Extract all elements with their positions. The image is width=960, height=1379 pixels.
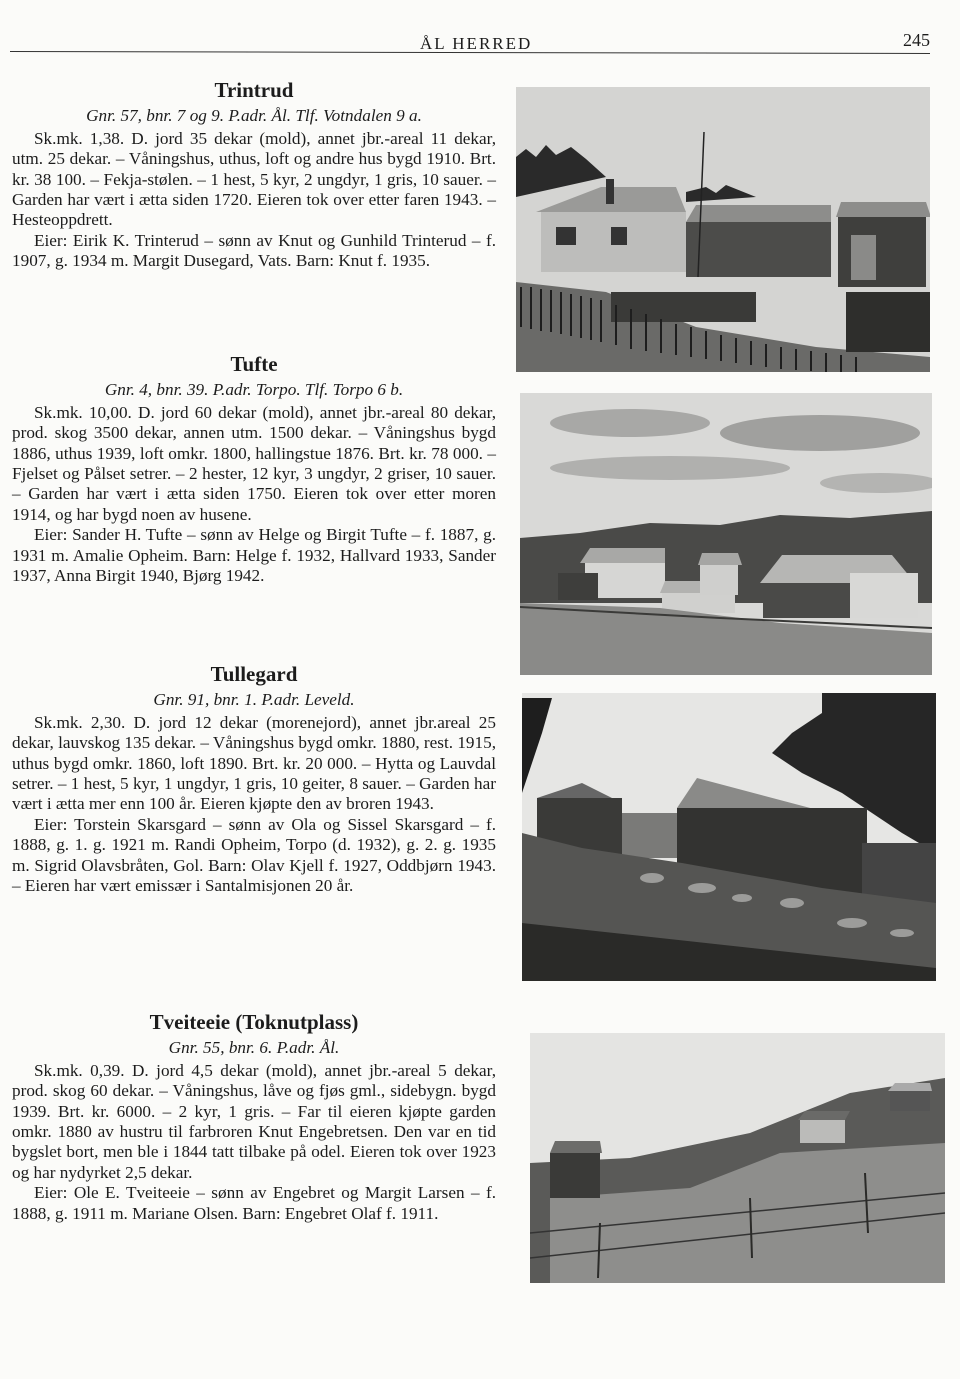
- entry-tullegard: [12, 664, 496, 896]
- photo-tullegard: [522, 693, 936, 981]
- entry-owner: Eier: Sander H. Tufte – sønn av Helge og Birgit Tufte – f. 1887, g. 1931 m. Amalie Opheim. Barn: Helge f. 1932, Hallvard 1933, Sander 1937, Anna Birgit 1940, Bjørg 1942.: [12, 525, 496, 586]
- page-number: 245: [903, 30, 930, 50]
- entry-description: Sk.mk. 10,00. D. jord 60 dekar (mold), annet jbr.-areal 80 dekar, prod. skog 3500 dekar, annen utm. 1500 dekar. – Våningshus bygd 1886, uthus 1939, loft omkr. 1800, hallingstue 1876. Brt. kr. 78 000. – Fjelset og Pålset setrer. – 2 hester, 12 kyr, 3 ungdyr, 2 griser, 10 sauer. – Garden har vært i ætta siden 1750. Eieren tok over etter moren 1914, og har bygd noen av husene.: [12, 402, 496, 524]
- entry-meta: Gnr. 91, bnr. 1. P.adr. Leveld.: [153, 690, 355, 710]
- running-title: ÅL HERRED: [420, 34, 533, 53]
- entry-title: Tufte: [230, 352, 278, 376]
- entry-meta: Gnr. 57, bnr. 7 og 9. P.adr. Ål. Tlf. Votndalen 9 a.: [86, 106, 422, 126]
- entry-title: Tullegard: [210, 662, 298, 686]
- entry-meta: Gnr. 55, bnr. 6. P.adr. Ål.: [168, 1038, 340, 1058]
- entry-owner: Eier: Torstein Skarsgard – sønn av Ola og Sissel Skarsgard – f. 1888, g. 1. g. 1921 m. Randi Opheim, Torpo (d. 1932), g. 2. g. 1935 m. Sigrid Olavsbråten, Gol. Barn: Olav Kjell f. 1927, Oddbjørn 1943. – Eieren har vært emissær i Santalmisjonen 20 år.: [12, 814, 496, 896]
- photo-tufte: [520, 393, 932, 675]
- entry-title: Trintrud: [214, 78, 294, 102]
- entry-tveiteeie: [12, 1012, 496, 1224]
- photo-trintrud: [516, 87, 930, 372]
- entry-description: Sk.mk. 0,39. D. jord 4,5 dekar (mold), annet jbr.-areal 5 dekar, prod. skog 60 dekar. – Våningshus, låve og fjøs gml., sidebygn. bygd 1939. Brt. kr. 6000. – 2 kyr, 1 gris. – Far til eieren kjøpte garden omkr. 1880 av hustru til farbroren Knut Engebretsen. Den var en tid bygslet bort, men ble i 1844 tatt tilbake på odel. Eieren tok over 1923 og har nydyrket 2,5 dekar.: [12, 1060, 496, 1182]
- entry-description: Sk.mk. 1,38. D. jord 35 dekar (mold), annet jbr.-areal 11 dekar, utm. 25 dekar. – Våningshus, uthus, loft og andre hus bygd 1910. Brt. kr. 38 100. – Fekja-stølen. – 1 hest, 5 kyr, 2 ungdyr, 1 gris, 10 sauer. – Garden har vært i ætta siden 1720. Eieren tok over etter faren 1943. – Hesteoppdrett.: [12, 128, 496, 230]
- entry-meta: Gnr. 4, bnr. 39. P.adr. Torpo. Tlf. Torpo 6 b.: [104, 380, 404, 400]
- entry-title: Tveiteeie (Toknutplass): [149, 1010, 359, 1034]
- photo-tveiteeie: [530, 1033, 945, 1283]
- entry-owner: Eier: Ole E. Tveiteeie – sønn av Engebret og Margit Larsen – f. 1888, g. 1911 m. Mariane Olsen. Barn: Engebret Olaf f. 1911.: [12, 1183, 496, 1223]
- entry-tufte: [12, 354, 496, 586]
- entry-owner: Eier: Eirik K. Trinterud – sønn av Knut og Gunhild Trinterud – f. 1907, g. 1934 m. Margit Dusegard, Vats. Barn: Knut f. 1935.: [12, 230, 496, 271]
- entry-description: Sk.mk. 2,30. D. jord 12 dekar (morenejord), annet jbr.areal 25 dekar, lauvskog 135 dekar. – Våningshus bygd omkr. 1880, rest. 1915, uthus bygd omkr. 1860, loft 1890. Brt. kr. 20 000. – Hytta og Lauvdal setrer. – 1 hest, 5 kyr, 1 ungdyr, 1 gris, 10 geiter, 8 sauer. – Garden har vært i ætta mer enn 100 år. Eieren kjøpte den av broren 1943.: [12, 712, 497, 814]
- entry-trintrud: [12, 80, 496, 272]
